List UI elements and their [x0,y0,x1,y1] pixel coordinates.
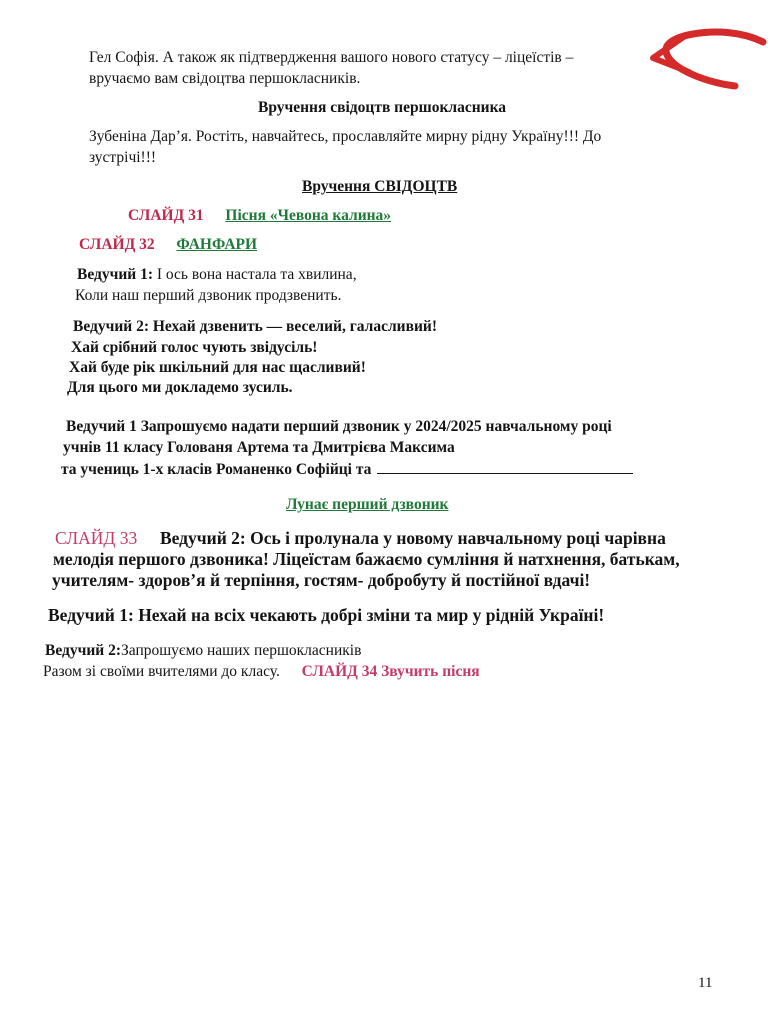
speaker-label: Ведучий 1: [77,266,153,283]
host2-a-line-2: Хай срібний голос чують звідусіль! [71,339,318,356]
host1-c-line [48,606,604,624]
wish-line-2: зустрічі!!! [89,149,157,166]
host1-b-line-1 [66,418,612,436]
speaker-label: Ведучий 1 [66,418,137,435]
host2-a-line-3: Хай буде рік шкільний для нас щасливий! [69,359,366,376]
page-number: 11 [698,975,713,991]
speaker-label: Ведучий 2: [73,318,149,335]
slide-33-label: СЛАЙД 33 [55,528,138,548]
host1-b-line-3 [61,459,633,479]
slide-34-label: СЛАЙД 34 Звучить пісня [301,663,480,680]
host2-a-line-4: Для цього ми докладемо зусиль. [67,379,293,396]
host1-a-line-2: Коли наш перший дзвоник продзвенить. [75,287,342,304]
blank-fill-line [377,459,633,474]
slide-31-label: СЛАЙД 31 [128,207,204,224]
host1-a-line-1 [77,266,357,284]
slide-33-line-1 [55,529,666,547]
host1-b-text: Запрошуємо надати перший дзвоник у 2024/2025 навчальному році [136,418,612,435]
slide-32-title: ФАНФАРИ [176,236,258,253]
host1-a-text: І ось вона настала та хвилина, [153,266,357,283]
speaker-label: Ведучий 2: [45,642,121,659]
slide-32-label: СЛАЙД 32 [79,236,155,253]
host2-c-line-1 [45,642,361,660]
slide-33-text-1: Ось і пролунала у новому навчальному році чарівна [245,528,666,548]
host2-c-text-1: Запрошуємо наших першокласників [121,642,362,659]
host2-c-text-2: Разом зі своїми вчителями до класу. [43,663,280,680]
slide-31-line [128,207,391,225]
slide-33-line-2: мелодія першого дзвоника! Ліцеїстам бажаємо сумління й натхнення, батькам, [53,549,680,569]
speaker-label: Ведучий 1: [48,605,134,625]
heading-certificates: Вручення свідоцтв першокласника [258,99,507,116]
slide-32-line [79,236,257,254]
host1-b-line-2: учнів 11 класу Голованя Артема та Дмитрієва Максима [63,439,455,456]
intro-line-1: Гел Софія. А також як підтвердження вашого нового статусу – ліцеїстів – [89,49,574,66]
host2-a-text: Нехай дзвенить — веселий, галасливий! [149,318,437,335]
host2-a-line-1 [73,318,437,336]
red-arrow-icon [645,28,768,90]
slide-31-title: Пісня «Чевона калина» [225,207,392,224]
heading-bell: Лунає перший дзвоник [286,496,449,513]
host1-b-text-3: та учениць 1-х класів Романенко Софійці та [61,461,372,478]
host1-c-text: Нехай на всіх чекають добрі зміни та мир у рідній Україні! [133,605,605,625]
host2-c-line-2 [43,663,480,681]
intro-line-2: вручаємо вам свідоцтва першокласників. [89,70,361,87]
slide-33-line-3: учителям- здоров’я й терпіння, гостям- добробуту й постійної вдачі! [52,570,591,590]
heading-certificates-caps: Вручення СВІДОЦТВ [302,178,458,195]
wish-line-1: Зубеніна Дар’я. Ростіть, навчайтесь, прославляйте мирну рідну Україну!!! До [89,128,602,145]
speaker-label: Ведучий 2: [159,528,246,548]
